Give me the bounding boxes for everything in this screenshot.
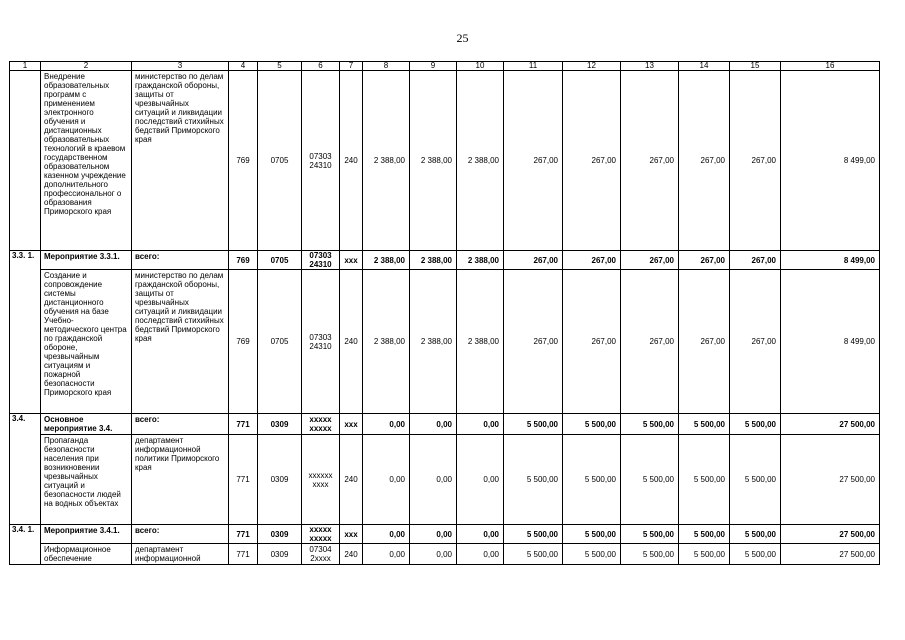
total-cell: 27 500,00	[781, 414, 880, 435]
grbs-code: 769	[229, 251, 258, 270]
amount-cell: 5 500,00	[563, 544, 621, 565]
section-code: 0309	[258, 544, 302, 565]
total-cell: 8 499,00	[781, 251, 880, 270]
expense-type: ххх	[340, 414, 363, 435]
amount-cell: 5 500,00	[621, 435, 679, 525]
expense-type: 240	[340, 71, 363, 251]
target-code: 07303 24310	[302, 71, 340, 251]
amount-cell: 0,00	[410, 435, 457, 525]
expense-type: ххх	[340, 525, 363, 544]
activity-name: Мероприятие 3.4.1.	[41, 525, 132, 544]
header-cell: 9	[410, 62, 457, 71]
activity-name: Мероприятие 3.3.1.	[41, 251, 132, 270]
activity-name: Создание и сопровождение системы дистанционного обучения на базе Учебно-методического центра по гражданской обороне, чрезвычайным ситуациям и пожарной безопасности Приморского края	[41, 270, 132, 414]
activity-name: Основное мероприятие 3.4.	[41, 414, 132, 435]
amount-cell: 0,00	[457, 525, 504, 544]
amount-cell: 2 388,00	[457, 270, 504, 414]
amount-cell: 0,00	[410, 544, 457, 565]
activity-name: Внедрение образовательных программ с применением электронного обучения и дистанционных образовательных технологий в краевом государственном образовательном казенном учреждение дополнительного профессиональног о образования Приморского края	[41, 71, 132, 251]
page-number: 25	[456, 31, 469, 45]
amount-cell: 5 500,00	[621, 414, 679, 435]
header-row	[10, 62, 880, 71]
target-code: 07304 2хххх	[302, 544, 340, 565]
header-cell: 12	[563, 62, 621, 71]
target-code: хххххх хххх	[302, 435, 340, 525]
grbs-code: 769	[229, 71, 258, 251]
header-cell: 10	[457, 62, 504, 71]
target-code: 07303 24310	[302, 251, 340, 270]
amount-cell: 0,00	[457, 544, 504, 565]
activity-name: Пропаганда безопасности населения при возникновении чрезвычайных ситуаций и безопасности людей на водных объектах	[41, 435, 132, 525]
row-index: 3.3. 1.	[10, 251, 41, 414]
grbs-code: 771	[229, 525, 258, 544]
amount-cell: 5 500,00	[563, 525, 621, 544]
amount-cell: 0,00	[363, 435, 410, 525]
header-cell: 5	[258, 62, 302, 71]
amount-cell: 267,00	[730, 251, 781, 270]
target-code: ххххх ххххх	[302, 414, 340, 435]
target-code: ххххх ххххх	[302, 525, 340, 544]
executor-name: всего:	[132, 414, 229, 435]
amount-cell: 267,00	[730, 270, 781, 414]
amount-cell: 5 500,00	[679, 525, 730, 544]
header-cell: 6	[302, 62, 340, 71]
amount-cell: 2 388,00	[410, 71, 457, 251]
amount-cell: 267,00	[563, 251, 621, 270]
amount-cell: 5 500,00	[504, 525, 563, 544]
amount-cell: 2 388,00	[410, 251, 457, 270]
table-row	[10, 270, 880, 414]
amount-cell: 2 388,00	[363, 71, 410, 251]
row-index: 3.4. 1.	[10, 525, 41, 565]
section-code: 0309	[258, 525, 302, 544]
amount-cell: 267,00	[504, 71, 563, 251]
amount-cell: 5 500,00	[563, 414, 621, 435]
amount-cell: 0,00	[410, 525, 457, 544]
expense-type: ххх	[340, 251, 363, 270]
amount-cell: 267,00	[679, 251, 730, 270]
amount-cell: 5 500,00	[504, 414, 563, 435]
grbs-code: 769	[229, 270, 258, 414]
amount-cell: 5 500,00	[679, 435, 730, 525]
table-row	[10, 414, 880, 435]
activity-name: Информационное обеспечение	[41, 544, 132, 565]
expense-type: 240	[340, 270, 363, 414]
grbs-code: 771	[229, 544, 258, 565]
table-row	[10, 251, 880, 270]
amount-cell: 267,00	[679, 71, 730, 251]
amount-cell: 5 500,00	[679, 414, 730, 435]
amount-cell: 5 500,00	[679, 544, 730, 565]
amount-cell: 267,00	[621, 251, 679, 270]
section-code: 0309	[258, 435, 302, 525]
amount-cell: 267,00	[679, 270, 730, 414]
section-code: 0705	[258, 251, 302, 270]
amount-cell: 267,00	[504, 251, 563, 270]
amount-cell: 0,00	[363, 414, 410, 435]
amount-cell: 0,00	[410, 414, 457, 435]
amount-cell: 5 500,00	[730, 544, 781, 565]
amount-cell: 0,00	[363, 544, 410, 565]
row-index	[10, 71, 41, 251]
amount-cell: 2 388,00	[363, 270, 410, 414]
executor-name: министерство по делам гражданской обороны, защиты от чрезвычайных ситуаций и ликвидации последствий стихийных бедствий Приморского края	[132, 270, 229, 414]
row-index: 3.4.	[10, 414, 41, 525]
amount-cell: 267,00	[621, 71, 679, 251]
amount-cell: 5 500,00	[504, 544, 563, 565]
amount-cell: 5 500,00	[621, 525, 679, 544]
total-cell: 27 500,00	[781, 435, 880, 525]
amount-cell: 0,00	[457, 414, 504, 435]
total-cell: 27 500,00	[781, 544, 880, 565]
amount-cell: 5 500,00	[504, 435, 563, 525]
header-cell: 15	[730, 62, 781, 71]
budget-table	[9, 61, 880, 565]
amount-cell: 267,00	[563, 270, 621, 414]
amount-cell: 267,00	[504, 270, 563, 414]
executor-name: всего:	[132, 525, 229, 544]
header-cell: 14	[679, 62, 730, 71]
section-code: 0309	[258, 414, 302, 435]
amount-cell: 0,00	[457, 435, 504, 525]
amount-cell: 5 500,00	[621, 544, 679, 565]
amount-cell: 2 388,00	[363, 251, 410, 270]
amount-cell: 267,00	[563, 71, 621, 251]
table-row	[10, 544, 880, 565]
amount-cell: 0,00	[363, 525, 410, 544]
header-cell: 7	[340, 62, 363, 71]
grbs-code: 771	[229, 435, 258, 525]
amount-cell: 5 500,00	[730, 414, 781, 435]
table-row	[10, 525, 880, 544]
total-cell: 27 500,00	[781, 525, 880, 544]
amount-cell: 2 388,00	[457, 71, 504, 251]
header-cell: 13	[621, 62, 679, 71]
expense-type: 240	[340, 544, 363, 565]
executor-name: департамент информационной	[132, 544, 229, 565]
expense-type: 240	[340, 435, 363, 525]
amount-cell: 2 388,00	[457, 251, 504, 270]
header-cell: 3	[132, 62, 229, 71]
grbs-code: 771	[229, 414, 258, 435]
executor-name: всего:	[132, 251, 229, 270]
section-code: 0705	[258, 270, 302, 414]
amount-cell: 5 500,00	[563, 435, 621, 525]
total-cell: 8 499,00	[781, 270, 880, 414]
header-cell: 16	[781, 62, 880, 71]
header-cell: 11	[504, 62, 563, 71]
executor-name: департамент информационной политики Приморского края	[132, 435, 229, 525]
amount-cell: 267,00	[730, 71, 781, 251]
target-code: 07303 24310	[302, 270, 340, 414]
header-cell: 8	[363, 62, 410, 71]
table-row	[10, 435, 880, 525]
total-cell: 8 499,00	[781, 71, 880, 251]
section-code: 0705	[258, 71, 302, 251]
header-cell: 2	[41, 62, 132, 71]
table-row	[10, 71, 880, 251]
amount-cell: 2 388,00	[410, 270, 457, 414]
amount-cell: 5 500,00	[730, 435, 781, 525]
executor-name: министерство по делам гражданской обороны, защиты от чрезвычайных ситуаций и ликвидации последствий стихийных бедствий Приморского края	[132, 71, 229, 251]
header-cell: 1	[10, 62, 41, 71]
amount-cell: 267,00	[621, 270, 679, 414]
header-cell: 4	[229, 62, 258, 71]
amount-cell: 5 500,00	[730, 525, 781, 544]
